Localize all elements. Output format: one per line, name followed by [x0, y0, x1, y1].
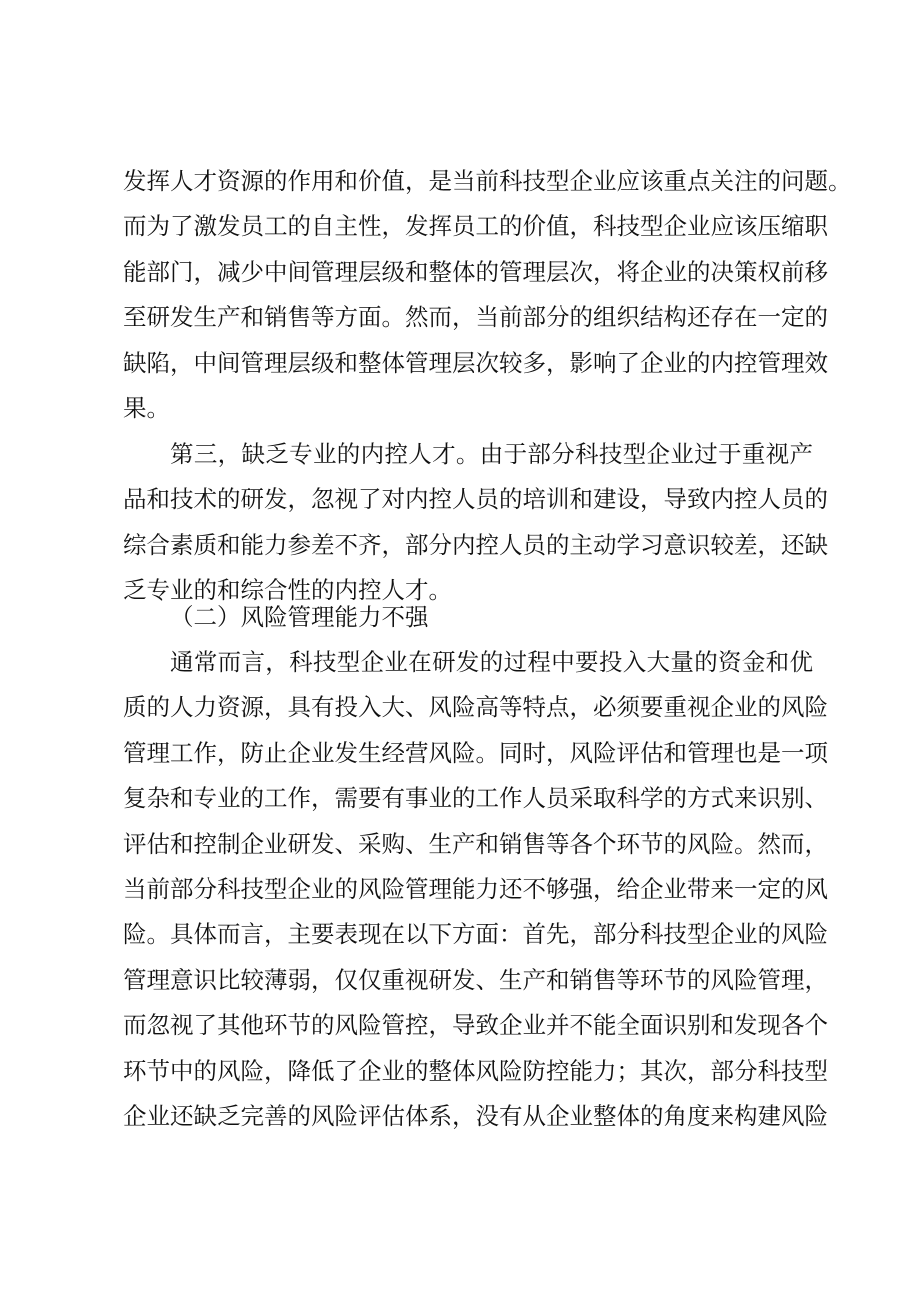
text-line: 环节中的风险，降低了企业的整体风险防控能力；其次，部分科技型: [123, 1056, 828, 1085]
text-line: 管理意识比较薄弱，仅仅重视研发、生产和销售等环节的风险管理，: [123, 965, 828, 994]
text-line: 品和技术的研发，忽视了对内控人员的培训和建设，导致内控人员的: [123, 485, 828, 514]
text-line: 果。: [123, 393, 170, 422]
text-line: 乏专业的和综合性的内控人才。: [123, 576, 452, 605]
paragraph-talent-value: [123, 159, 852, 431]
text-line: 评估和控制企业研发、采购、生产和销售等各个环节的风险。然而，: [123, 829, 828, 858]
paragraph-lack-internal-control-talent: [123, 432, 828, 614]
paragraph-risk-management: [123, 640, 828, 1139]
text-line: 通常而言，科技型企业在研发的过程中要投入大量的资金和优: [170, 648, 813, 676]
text-line: 发挥人才资源的作用和价值，是当前科技型企业应该重点关注的问题。: [123, 167, 852, 195]
section-heading: （二）风险管理能力不强: [170, 603, 429, 631]
text-line: 当前部分科技型企业的风险管理能力还不够强，给企业带来一定的风: [123, 874, 828, 903]
text-line: 能部门，减少中间管理层级和整体的管理层次，将企业的决策权前移: [123, 257, 828, 286]
text-line: 综合素质和能力参差不齐，部分内控人员的主动学习意识较差，还缺: [123, 530, 828, 559]
text-line: 而忽视了其他环节的风险管控，导致企业并不能全面识别和发现各个: [123, 1011, 828, 1040]
text-line: 缺陷，中间管理层级和整体管理层次较多，影响了企业的内控管理效: [123, 348, 828, 377]
text-line: 企业还缺乏完善的风险评估体系，没有从企业整体的角度来构建风险: [123, 1101, 828, 1130]
text-line: 而为了激发员工的自主性，发挥员工的价值，科技型企业应该压缩职: [123, 212, 828, 241]
text-line: 第三，缺乏专业的内控人才。由于部分科技型企业过于重视产: [170, 440, 813, 468]
text-line: 险。具体而言，主要表现在以下方面：首先，部分科技型企业的风险: [123, 920, 828, 949]
text-line: 至研发生产和销售等方面。然而，当前部分的组织结构还存在一定的: [123, 303, 828, 332]
text-line: 管理工作，防止企业发生经营风险。同时，风险评估和管理也是一项: [123, 738, 828, 767]
text-line: 复杂和专业的工作，需要有事业的工作人员采取科学的方式来识别、: [123, 784, 828, 813]
text-line: 质的人力资源，具有投入大、风险高等特点，必须要重视企业的风险: [123, 693, 828, 722]
